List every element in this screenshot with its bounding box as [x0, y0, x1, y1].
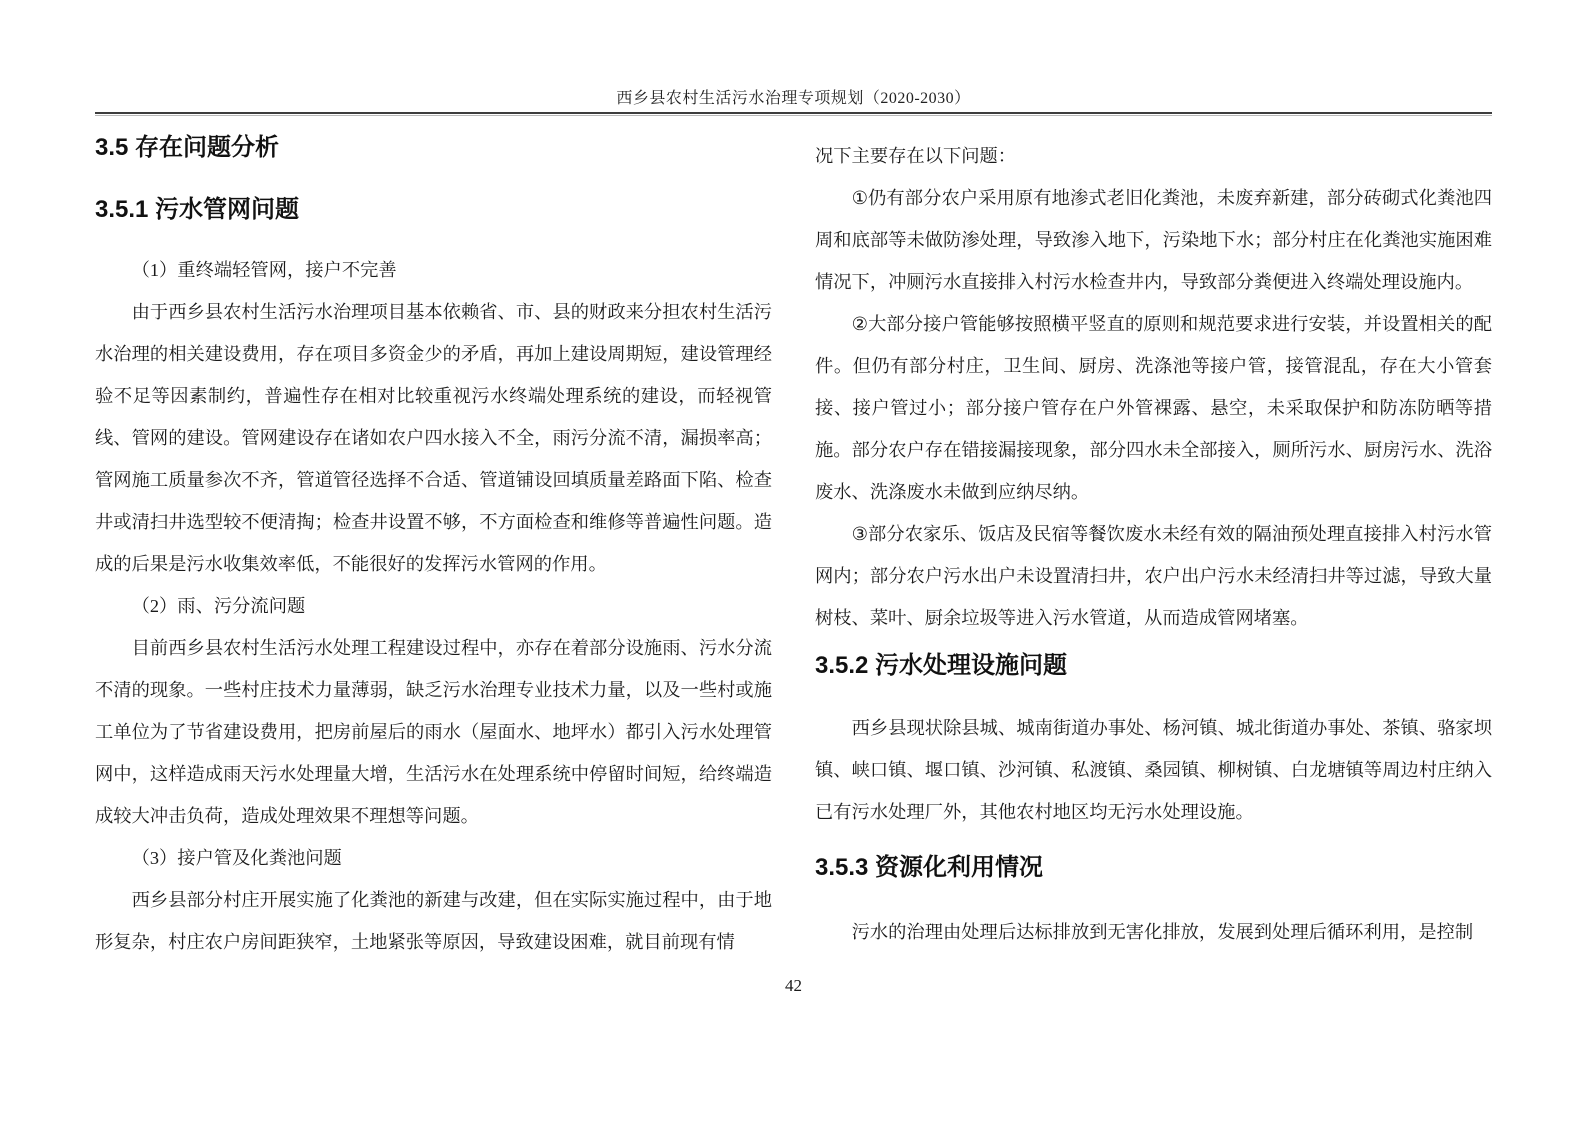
section-heading-3-5: 3.5 存在问题分析 [95, 134, 280, 161]
paragraph-point-2-household-pipes: ②大部分接户管能够按照横平竖直的原则和规范要求进行安装，并设置相关的配件。但仍有部分村庄，卫生间、厨房、洗涤池等接户管，接管混乱，存在大小管套接、接户管过小；部分接户管存在户外管裸露、悬空，未采取保护和防冻防晒等措施。部分农户存在错接漏接现象，部分四水未全部接入，厕所污水、厨房污水、洗浴废水、洗涤废水未做到应纳尽纳。 [815, 314, 1492, 502]
header-rule [95, 112, 1492, 116]
two-column-layout [95, 125, 1492, 963]
page-number: 42 [785, 976, 802, 995]
paragraph-continuation-line: 况下主要存在以下问题： [815, 146, 1017, 166]
paragraph-rain-sewage-separation: 目前西乡县农村生活污水处理工程建设过程中，亦存在着部分设施雨、污水分流不清的现象。一些村庄技术力量薄弱，缺乏污水治理专业技术力量，以及一些村或施工单位为了节省建设费用，把房前屋后的雨水（屋面水、地坪水）都引入污水处理管网中，这样造成雨天污水处理量大增，生活污水在处理系统中停留时间短，给终端造成较大冲击负荷，造成处理效果不理想等问题。 [95, 638, 772, 826]
section-heading-3-5-3: 3.5.3 资源化利用情况 [815, 854, 1044, 881]
paragraph-treatment-facilities: 西乡县现状除县城、城南街道办事处、杨河镇、城北街道办事处、茶镇、骆家坝镇、峡口镇、堰口镇、沙河镇、私渡镇、桑园镇、柳树镇、白龙塘镇等周边村庄纳入已有污水处理厂外，其他农村地区均无污水处理设施。 [815, 718, 1492, 822]
subitem-2-title: （2）雨、污分流问题 [131, 596, 306, 616]
subitem-1-title: （1）重终端轻管网，接户不完善 [131, 260, 397, 280]
section-heading-3-5-2: 3.5.2 污水处理设施问题 [815, 652, 1068, 679]
running-header-title: 西乡县农村生活污水治理专项规划（2020-2030） [616, 90, 971, 107]
section-heading-3-5-1: 3.5.1 污水管网问题 [95, 196, 300, 223]
subitem-3-title: （3）接户管及化粪池问题 [131, 848, 342, 868]
left-column [95, 125, 772, 963]
paragraph-septic-tank-intro: 西乡县部分村庄开展实施了化粪池的新建与改建，但在实际实施过程中，由于地形复杂，村庄农户房间距狭窄，土地紧张等原因，导致建设困难，就目前现有情 [95, 890, 772, 952]
paragraph-point-3-catering-wastewater: ③部分农家乐、饭店及民宿等餐饮废水未经有效的隔油预处理直接排入村污水管网内；部分农户污水出户未设置清扫井，农户出户污水未经清扫井等过滤，导致大量树枝、菜叶、厨余垃圾等进入污水管道，从而造成管网堵塞。 [815, 524, 1492, 628]
paragraph-pipe-network-funding: 由于西乡县农村生活污水治理项目基本依赖省、市、县的财政来分担农村生活污水治理的相关建设费用，存在项目多资金少的矛盾，再加上建设周期短，建设管理经验不足等因素制约，普遍性存在相对比较重视污水终端处理系统的建设，而轻视管线、管网的建设。管网建设存在诸如农户四水接入不全，雨污分流不清，漏损率高；管网施工质量参次不齐，管道管径选择不合适、管道铺设回填质量差路面下陷、检查井或清扫井选型较不便清掏；检查井设置不够，不方面检查和维修等普遍性问题。造成的后果是污水收集效率低，不能很好的发挥污水管网的作用。 [95, 302, 772, 574]
right-column [815, 125, 1492, 963]
paragraph-point-1-old-septic-tanks: ①仍有部分农户采用原有地渗式老旧化粪池，未废弃新建，部分砖砌式化粪池四周和底部等未做防渗处理，导致渗入地下，污染地下水；部分村庄在化粪池实施困难情况下，冲厕污水直接排入村污水检查井内，导致部分粪便进入终端处理设施内。 [815, 188, 1492, 292]
paragraph-resource-utilization: 污水的治理由处理后达标排放到无害化排放，发展到处理后循环利用，是控制 [851, 922, 1474, 942]
